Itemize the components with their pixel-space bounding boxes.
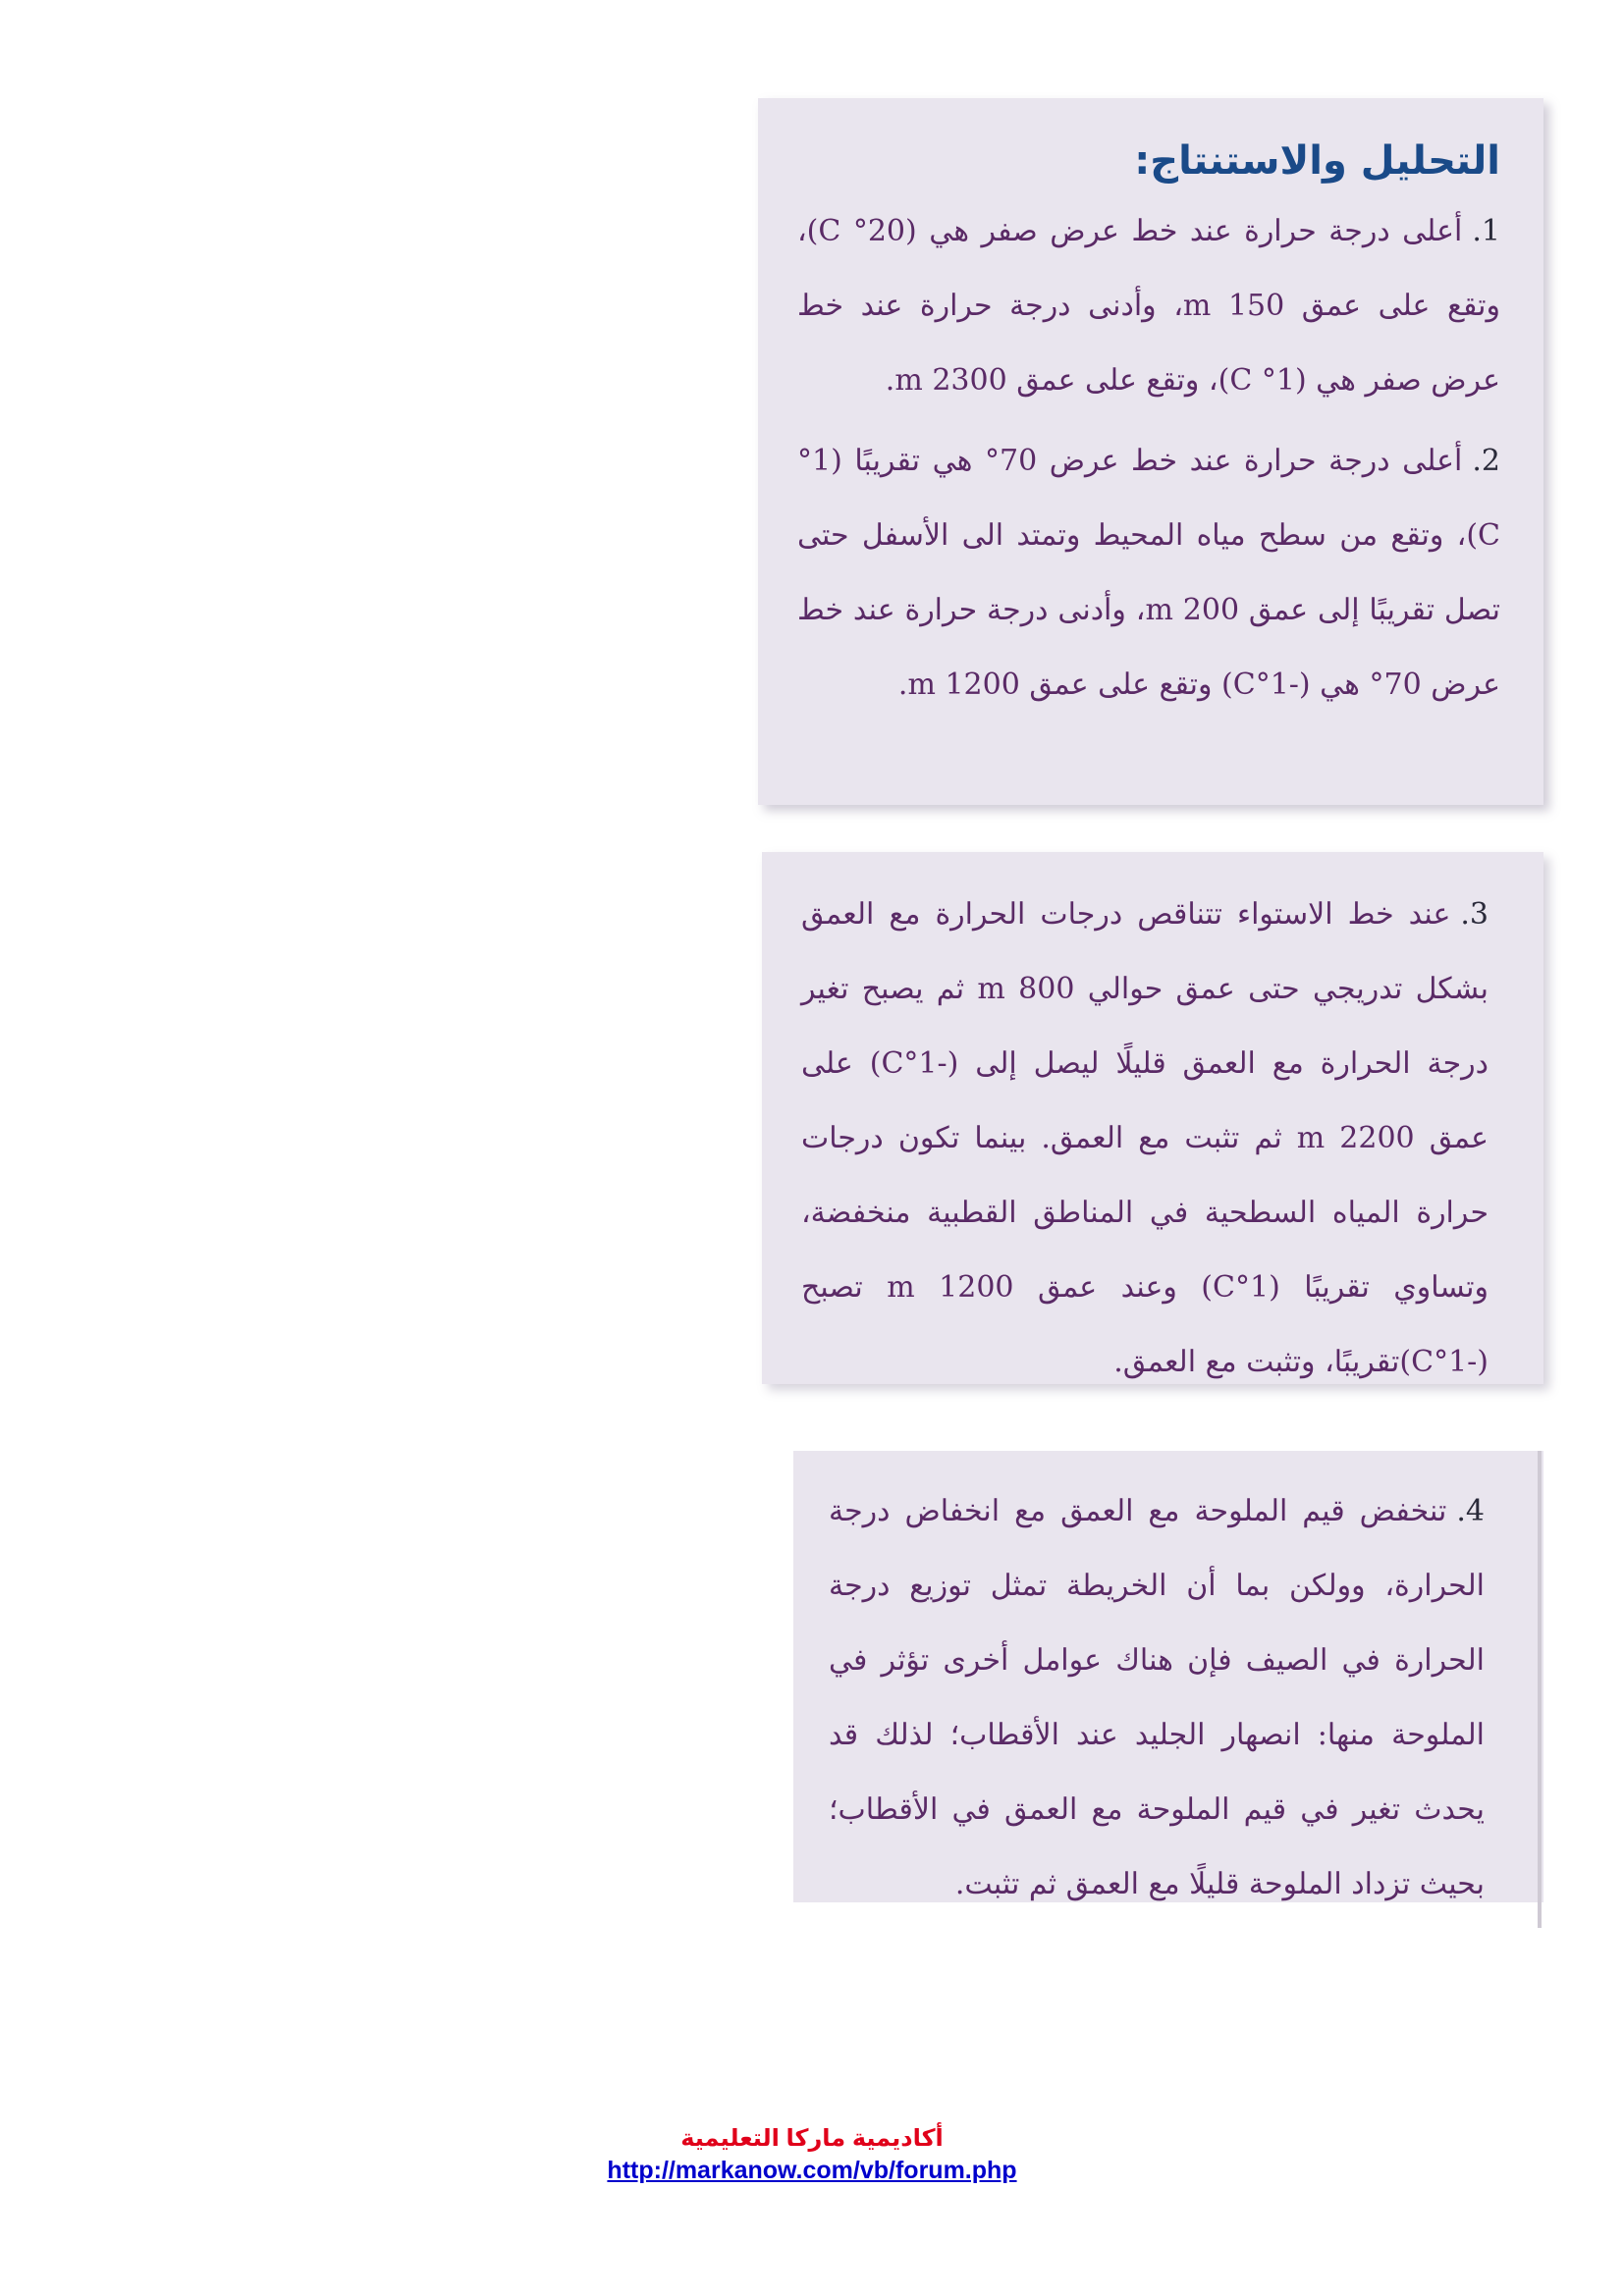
section-heading: التحليل والاستنتاج: — [1134, 138, 1500, 184]
item-text: عند خط الاستواء تتناقص درجات الحرارة مع العمق بشكل تدريجي حتى عمق حوالي 800 m ثم يصبح تغير درجة الحرارة مع العمق قليلًا ليصل إلى (-1°C) على عمق 2200 m ثم تثبت مع العمق. بينما تكون درجات حرارة المياه السطحية في المناطق القطبية منخفضة، وتساوي تقريبًا (1°C) وعند عمق 1200 m تصبح (-1°C)تقريبًا، وتثبت مع العمق. — [801, 897, 1489, 1379]
answer-panel-3 — [762, 852, 1543, 1384]
answer-item-4 — [829, 1474, 1485, 1922]
footer-title: أكاديمية ماركا التعليمية — [680, 2125, 944, 2152]
item-text: تنخفض قيم الملوحة مع العمق مع انخفاض درجة الحرارة، وولكن بما أن الخريطة تمثل توزيع درجة الحرارة في الصيف فإن هناك عوامل أخرى تؤثر في الملوحة منها: انصهار الجليد عند الأقطاب؛ لذلك قد يحدث تغير في قيم الملوحة مع العمق في الأقطاب؛ بحيث تزداد الملوحة قليلًا مع العمق ثم تثبت. — [829, 1494, 1485, 1901]
item-number: 2. — [1472, 444, 1500, 478]
answer-panel-4 — [793, 1451, 1543, 1902]
answer-item-3 — [801, 878, 1489, 1400]
footer-link[interactable]: http://markanow.com/vb/forum.php — [607, 2157, 1017, 2184]
item-number: 4. — [1456, 1494, 1485, 1528]
footer — [0, 2124, 1624, 2185]
item-text: أعلى درجة حرارة عند خط عرض صفر هي (20° C)، وتقع على عمق 150 m، وأدنى درجة حرارة عند خط عرض صفر هي (1° C)، وتقع على عمق 2300 m. — [797, 214, 1500, 398]
item-number: 1. — [1472, 214, 1500, 248]
vertical-divider — [1538, 1451, 1542, 1928]
answer-item-2 — [797, 424, 1500, 722]
item-number: 3. — [1460, 897, 1489, 932]
item-text: أعلى درجة حرارة عند خط عرض 70° هي تقريبًا (1° C)، وتقع من سطح مياه المحيط وتمتد الى الأسفل حتى تصل تقريبًا إلى عمق 200 m، وأدنى درجة حرارة عند خط عرض 70° هي (-1°C) وتقع على عمق 1200 m. — [797, 444, 1500, 702]
answer-item-1 — [797, 194, 1500, 418]
analysis-panel — [758, 98, 1543, 805]
